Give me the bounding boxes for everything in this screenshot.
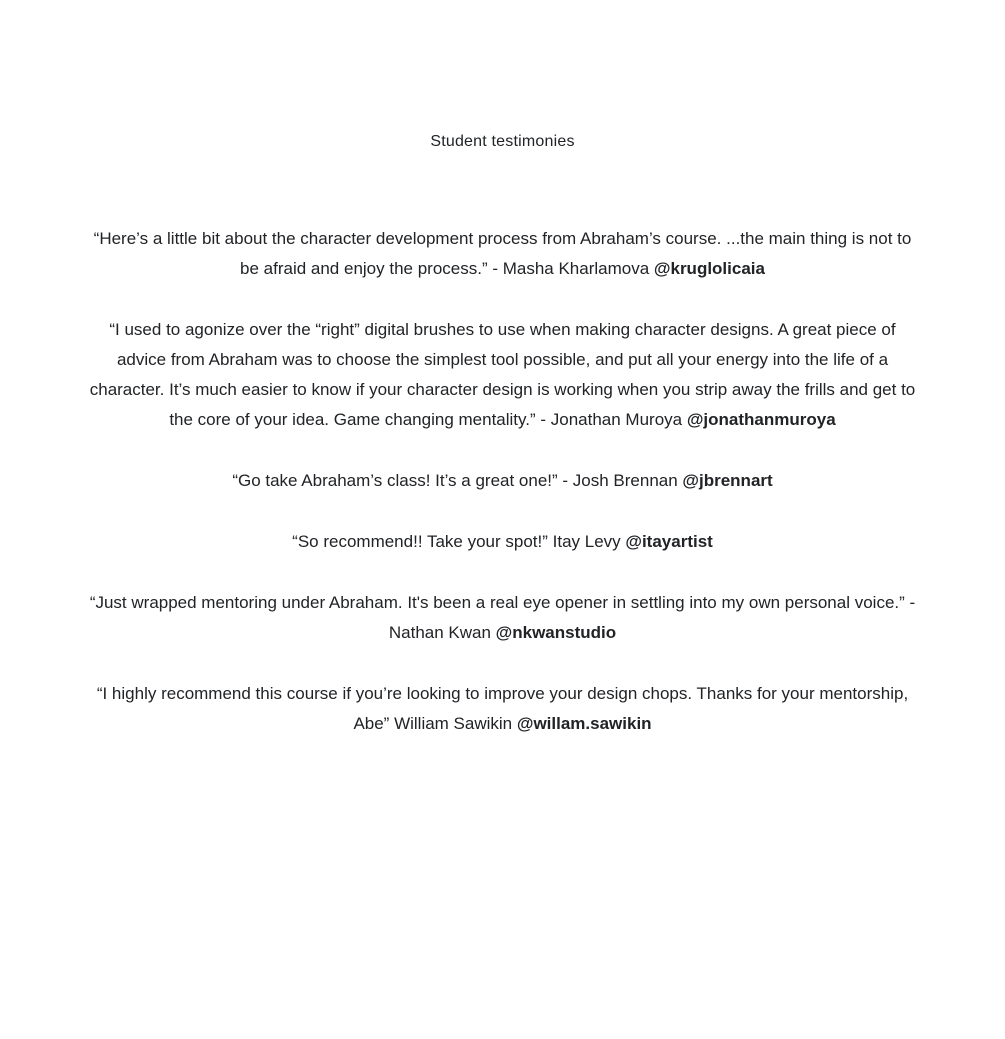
testimonial-handle: @kruglolicaia [653,259,765,278]
testimonial [83,527,923,557]
testimonial [83,588,923,648]
page-title: Student testimonies [430,133,575,150]
testimonial-text: “Just wrapped mentoring under Abraham. It's been a real eye opener in settling into my own personal voice.” - Nathan Kwan [89,593,916,642]
testimonial [83,224,923,284]
testimonial-text: “Go take Abraham’s class! It’s a great one!” - Josh Brennan [232,471,683,490]
testimonial-handle: @jonathanmuroya [686,410,836,429]
testimonials-section [83,0,923,739]
testimonial-handle: @nkwanstudio [495,623,617,642]
testimonial-text: “So recommend!! Take your spot!” Itay Levy [292,532,626,551]
testimonial [83,315,923,435]
testimonial-text: “Here’s a little bit about the character development process from Abraham’s course. ...the main thing is not to be afraid and enjoy the process.” - Masha Kharlamova [93,229,912,278]
testimonial [83,466,923,496]
testimonial-text: “I used to agonize over the “right” digital brushes to use when making character designs. A great piece of advice from Abraham was to choose the simplest tool possible, and put all your energy into the life of a character. It’s much easier to know if your character design is working when you strip away the frills and get to the core of your idea. Game changing mentality.” - Jonathan Muroya [89,320,916,429]
testimonial-handle: @willam.sawikin [516,714,652,733]
testimonial-handle: @jbrennart [682,471,773,490]
testimonial-text: “I highly recommend this course if you’re looking to improve your design chops. Thanks for your mentorship, Abe” William Sawikin [96,684,909,733]
testimonials-list [83,224,923,739]
testimonial-handle: @itayartist [625,532,713,551]
testimonial [83,679,923,739]
